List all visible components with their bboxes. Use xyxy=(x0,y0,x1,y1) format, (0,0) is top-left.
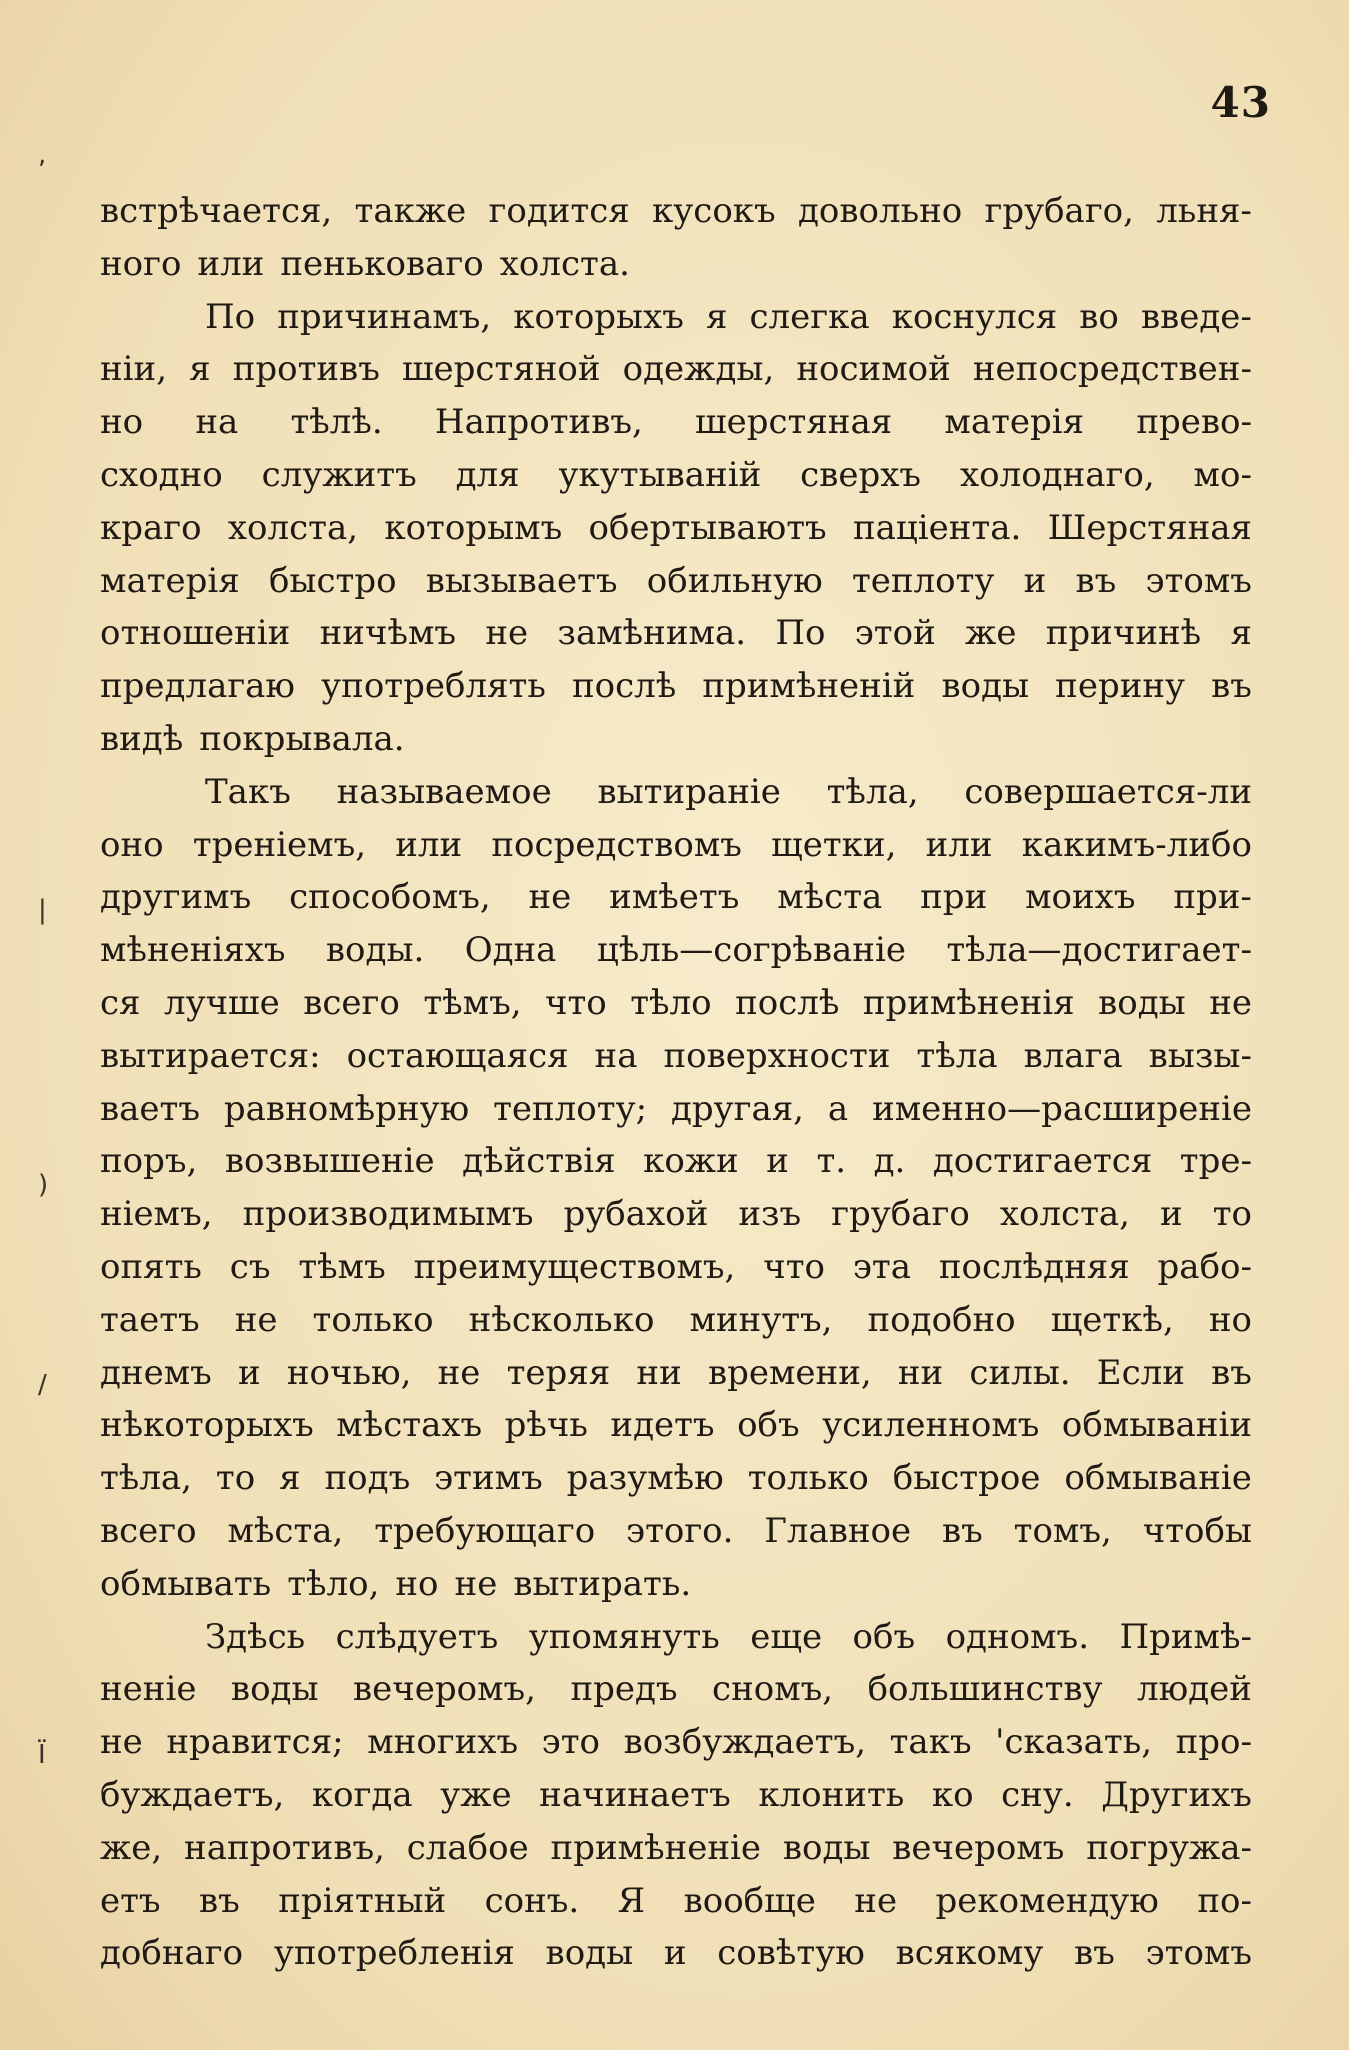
word: краго xyxy=(100,507,202,548)
text-line xyxy=(100,713,1252,766)
word: достигается xyxy=(932,1141,1153,1182)
word: совершается-ли xyxy=(964,771,1252,812)
word: изъ xyxy=(738,1194,802,1235)
word: что xyxy=(544,982,607,1023)
margin-mark: / xyxy=(38,1370,47,1400)
word: я xyxy=(189,349,211,390)
word: прево- xyxy=(1136,402,1252,443)
word: Если xyxy=(1096,1352,1185,1393)
word: предъ xyxy=(570,1669,678,1710)
text-line xyxy=(100,766,1252,819)
text-line xyxy=(100,660,1252,713)
word: не xyxy=(454,1563,498,1604)
word: упомянуть xyxy=(528,1616,720,1657)
word: вызы- xyxy=(1148,1035,1252,1076)
word: подобно xyxy=(867,1299,1016,1340)
text-line xyxy=(100,1822,1252,1875)
word: обертываютъ xyxy=(588,507,827,548)
word: но xyxy=(100,402,144,443)
word: то xyxy=(215,1458,256,1499)
word: съ xyxy=(229,1246,271,1287)
word: вытираніе xyxy=(597,771,781,812)
word: ваетъ xyxy=(100,1088,200,1129)
word: въ xyxy=(1211,1352,1252,1393)
word: причинамъ, xyxy=(277,296,492,337)
word: или xyxy=(395,824,463,865)
word: рубахой xyxy=(563,1194,709,1235)
text-line xyxy=(100,1769,1252,1822)
word: рабо- xyxy=(1157,1246,1252,1287)
word: какимъ-либо xyxy=(1021,824,1252,865)
text-line xyxy=(100,1663,1252,1716)
word: лучше xyxy=(163,982,280,1023)
word: теряя xyxy=(506,1352,611,1393)
word: возвышеніе xyxy=(224,1141,435,1182)
word: Одна xyxy=(464,930,557,971)
word: годится xyxy=(488,191,630,231)
word: не xyxy=(1209,982,1252,1023)
word: примѣненіе xyxy=(550,1827,762,1868)
word: тѣла—достигает- xyxy=(946,930,1252,971)
word: силы. xyxy=(969,1352,1071,1393)
text-line xyxy=(100,819,1252,872)
word: употребленія xyxy=(273,1933,515,1974)
word: усиленномъ xyxy=(822,1405,1040,1446)
word: дѣйствія xyxy=(462,1141,616,1182)
word: всякому xyxy=(895,1933,1044,1974)
word: теплоту xyxy=(851,560,995,601)
word: только xyxy=(747,1458,869,1499)
margin-mark: ) xyxy=(38,1170,49,1200)
word: носимой xyxy=(796,349,951,390)
word: холста. xyxy=(499,243,630,284)
word: имѣетъ xyxy=(609,877,740,918)
word: Здѣсь xyxy=(205,1616,306,1657)
word: для xyxy=(455,454,520,495)
word: послѣдняя xyxy=(938,1246,1130,1287)
word: воды xyxy=(782,1827,871,1868)
word: довольно xyxy=(797,191,963,231)
word: т. xyxy=(816,1141,847,1182)
word: ничѣмъ xyxy=(319,613,457,654)
word: клонить xyxy=(758,1774,905,1815)
word: на xyxy=(195,402,239,443)
word: вообще xyxy=(683,1880,816,1921)
word: кусокъ xyxy=(652,191,776,231)
word: Главное xyxy=(764,1510,912,1551)
word: этомъ xyxy=(1145,560,1252,601)
word: въ xyxy=(1074,1933,1115,1974)
word: отношеніи xyxy=(100,613,291,654)
word: посредствомъ xyxy=(491,824,742,865)
word: сномъ, xyxy=(712,1669,834,1710)
text-line xyxy=(100,1505,1252,1558)
word: слабое xyxy=(406,1827,529,1868)
word: то xyxy=(1212,1194,1252,1235)
word: слѣдуетъ xyxy=(335,1616,499,1657)
word: которыхъ xyxy=(513,296,684,337)
text-line xyxy=(100,1030,1252,1083)
word: противъ xyxy=(232,349,380,390)
word: добнаго xyxy=(100,1933,244,1974)
word: въ xyxy=(942,1510,983,1551)
text-line xyxy=(100,1452,1252,1505)
word: тре- xyxy=(1179,1141,1252,1182)
word: кожи xyxy=(643,1141,739,1182)
text-line xyxy=(100,924,1252,977)
word: употреблять xyxy=(321,666,546,707)
word: тѣла, xyxy=(826,771,919,812)
word: уже xyxy=(440,1774,512,1815)
text-line xyxy=(100,502,1252,555)
word: тѣло xyxy=(630,982,712,1023)
word: при- xyxy=(1173,877,1252,918)
word: многихъ xyxy=(367,1722,519,1763)
word: также xyxy=(354,191,467,231)
word: равномѣрную xyxy=(223,1088,470,1129)
word: видѣ xyxy=(100,718,184,759)
word: не xyxy=(528,877,572,918)
word: введе- xyxy=(1140,296,1252,337)
word: щеткѣ, xyxy=(1050,1299,1174,1340)
word: называемое xyxy=(336,771,552,812)
word: одежды, xyxy=(622,349,775,390)
word: быстрое xyxy=(892,1458,1041,1499)
word: тѣло, xyxy=(287,1563,380,1604)
word: одномъ. xyxy=(945,1616,1089,1657)
word: буждаетъ, xyxy=(100,1774,285,1815)
text-line xyxy=(100,396,1252,449)
word: сходно xyxy=(100,454,223,495)
body-text xyxy=(100,185,1252,1980)
text-line xyxy=(100,1294,1252,1347)
text-line xyxy=(100,1558,1252,1611)
word: другимъ xyxy=(100,877,252,918)
word: не xyxy=(234,1299,278,1340)
word: укутываній xyxy=(558,454,762,495)
word: совѣтую xyxy=(717,1933,865,1974)
word: грубаго, xyxy=(984,191,1134,231)
word: щетки, xyxy=(771,824,897,865)
word: влага xyxy=(1023,1035,1123,1076)
margin-mark: Ï xyxy=(38,1740,46,1770)
word: или xyxy=(197,243,265,284)
word: я xyxy=(279,1458,301,1499)
word: быстро xyxy=(268,560,397,601)
word: По xyxy=(775,613,826,654)
text-line xyxy=(100,1188,1252,1241)
word: моихъ xyxy=(1025,877,1136,918)
word: на xyxy=(594,1035,638,1076)
word: людей xyxy=(1137,1669,1252,1710)
word: же, xyxy=(100,1827,163,1868)
word: минутъ, xyxy=(689,1299,833,1340)
text-line xyxy=(100,1611,1252,1664)
word: и xyxy=(663,1933,687,1974)
word: другая, xyxy=(670,1088,804,1129)
word: мѣста xyxy=(777,877,883,918)
word: или xyxy=(925,824,993,865)
word: ніемъ, xyxy=(100,1194,213,1235)
text-line xyxy=(100,1241,1252,1294)
word: напротивъ, xyxy=(184,1827,385,1868)
word: 'сказать, xyxy=(995,1722,1153,1763)
text-line xyxy=(100,1927,1252,1980)
word: томъ, xyxy=(1013,1510,1112,1551)
word: въ xyxy=(1075,560,1117,601)
word: обмывать xyxy=(100,1563,272,1604)
word: обильную xyxy=(646,560,823,601)
word: грубаго xyxy=(831,1194,970,1235)
word: вечеромъ, xyxy=(353,1669,536,1710)
margin-mark: | xyxy=(38,895,47,925)
word: служитъ xyxy=(261,454,417,495)
word: и xyxy=(238,1352,261,1393)
word: холста, xyxy=(227,507,359,548)
word: холоднаго, xyxy=(959,454,1155,495)
word: тѣлѣ. xyxy=(290,402,383,443)
word: этимъ xyxy=(434,1458,543,1499)
text-line xyxy=(100,343,1252,396)
word: обмываніе xyxy=(1064,1458,1252,1499)
text-line xyxy=(100,977,1252,1030)
word: обмываніи xyxy=(1061,1405,1252,1446)
word: мо- xyxy=(1193,454,1252,495)
word: этого. xyxy=(626,1510,734,1551)
word: этой xyxy=(854,613,936,654)
word: д. xyxy=(873,1141,906,1182)
word: ни xyxy=(636,1352,682,1393)
word: днемъ xyxy=(100,1352,212,1393)
text-line xyxy=(100,607,1252,660)
word: пеньковаго xyxy=(280,243,484,284)
word: ночью, xyxy=(286,1352,412,1393)
word: я xyxy=(706,296,728,337)
word: воды xyxy=(545,1933,634,1974)
word: замѣнима. xyxy=(557,613,747,654)
word: нравится; xyxy=(166,1722,344,1763)
word: про- xyxy=(1175,1722,1252,1763)
text-line xyxy=(100,238,1252,291)
word: теплоту; xyxy=(493,1088,648,1129)
word: тѣла, xyxy=(100,1458,192,1499)
word: Другихъ xyxy=(1101,1774,1252,1815)
word: нѣкоторыхъ xyxy=(100,1405,314,1446)
word: рѣчь xyxy=(504,1405,588,1446)
word: опять xyxy=(100,1246,202,1287)
word: воды xyxy=(230,1669,319,1710)
word: и xyxy=(1023,560,1047,601)
text-line xyxy=(100,1875,1252,1928)
word: въ xyxy=(1211,666,1252,707)
word: всего xyxy=(100,1510,197,1551)
word: поверхности xyxy=(663,1035,891,1076)
word: объ xyxy=(852,1616,916,1657)
word: что xyxy=(763,1246,825,1287)
word: а xyxy=(827,1088,849,1129)
word: которымъ xyxy=(384,507,563,548)
word: именно—расширеніе xyxy=(872,1088,1252,1129)
text-line xyxy=(100,1347,1252,1400)
word: при xyxy=(920,877,988,918)
word: только xyxy=(312,1299,434,1340)
word: воды xyxy=(941,666,1030,707)
word: матерія xyxy=(944,402,1085,443)
word: коснулся xyxy=(891,296,1058,337)
word: способомъ, xyxy=(289,877,491,918)
text-line xyxy=(100,185,1252,238)
text-line xyxy=(100,1716,1252,1769)
word: примѣненія xyxy=(862,982,1075,1023)
word: преимуществомъ, xyxy=(413,1246,736,1287)
word: и xyxy=(1160,1194,1183,1235)
word: ного xyxy=(100,243,182,284)
word: вызываетъ xyxy=(425,560,618,601)
word: Примѣ- xyxy=(1119,1616,1252,1657)
word: пріятный xyxy=(278,1880,447,1921)
word: тѣмъ, xyxy=(423,982,522,1023)
word: когда xyxy=(311,1774,413,1815)
word: Шерстяная xyxy=(1047,507,1252,548)
word: сонъ. xyxy=(484,1880,580,1921)
word: во xyxy=(1079,296,1119,337)
word: Напротивъ, xyxy=(434,402,643,443)
word: перину xyxy=(1055,666,1186,707)
word: неніе xyxy=(100,1669,197,1710)
text-line xyxy=(100,555,1252,608)
word: непосредствен- xyxy=(972,349,1252,390)
word: не xyxy=(854,1880,898,1921)
word: требующаго xyxy=(374,1510,596,1551)
word: рекомендую xyxy=(935,1880,1159,1921)
word: послѣ xyxy=(735,982,840,1023)
text-line xyxy=(100,1135,1252,1188)
word: разумѣю xyxy=(566,1458,724,1499)
word: послѣ xyxy=(571,666,677,707)
word: погружа- xyxy=(1086,1827,1252,1868)
word: мѣстахъ xyxy=(336,1405,483,1446)
word: тѣмъ xyxy=(298,1246,386,1287)
word: шерстяной xyxy=(401,349,601,390)
word: объ xyxy=(737,1405,800,1446)
word: въ xyxy=(199,1880,240,1921)
word: встрѣчается, xyxy=(100,191,333,231)
word: большинству xyxy=(867,1669,1103,1710)
word: вытирать. xyxy=(513,1563,692,1604)
word: Такъ xyxy=(205,771,291,812)
word: чтобы xyxy=(1142,1510,1252,1551)
word: паціента. xyxy=(852,507,1022,548)
word: мѣненіяхъ xyxy=(100,930,286,971)
word: идетъ xyxy=(610,1405,715,1446)
word: покрывала. xyxy=(199,718,405,759)
word: не xyxy=(100,1722,143,1763)
word: воды. xyxy=(325,930,425,971)
word: и xyxy=(766,1141,789,1182)
word: вечеромъ xyxy=(892,1827,1065,1868)
word: цѣль—согрѣваніе xyxy=(596,930,906,971)
word: еще xyxy=(750,1616,823,1657)
word: льня- xyxy=(1156,191,1252,231)
text-line xyxy=(100,1399,1252,1452)
word: не xyxy=(437,1352,481,1393)
word: производимымъ xyxy=(242,1194,534,1235)
word: холста, xyxy=(999,1194,1130,1235)
margin-mark: , xyxy=(38,140,47,170)
word: оно xyxy=(100,824,164,865)
word: начинаетъ xyxy=(539,1774,731,1815)
word: этомъ xyxy=(1145,1933,1252,1974)
word: треніемъ, xyxy=(192,824,367,865)
word: эта xyxy=(852,1246,911,1287)
word: не xyxy=(485,613,529,654)
word: возбуждаетъ, xyxy=(623,1722,867,1763)
word: Я xyxy=(617,1880,646,1921)
word: такъ xyxy=(889,1722,972,1763)
word: я xyxy=(1230,613,1252,654)
word: сверхъ xyxy=(800,454,922,495)
word: по- xyxy=(1197,1880,1252,1921)
word: сну. xyxy=(1001,1774,1074,1815)
word: всего xyxy=(303,982,400,1023)
word: времени, xyxy=(707,1352,872,1393)
word: поръ, xyxy=(100,1141,198,1182)
word: подъ xyxy=(324,1458,411,1499)
word: но xyxy=(395,1563,439,1604)
word: етъ xyxy=(100,1880,161,1921)
word: ся xyxy=(100,982,141,1023)
word: примѣненій xyxy=(702,666,916,707)
word: шерстяная xyxy=(695,402,893,443)
word: ко xyxy=(931,1774,974,1815)
word: мѣста, xyxy=(227,1510,344,1551)
page-number: 43 xyxy=(1210,78,1271,127)
word: матерія xyxy=(100,560,240,601)
word: это xyxy=(541,1722,600,1763)
word: воды xyxy=(1098,982,1186,1023)
text-line xyxy=(100,449,1252,502)
word: вытирается: xyxy=(100,1035,321,1076)
word: же xyxy=(965,613,1017,654)
word: остающаяся xyxy=(346,1035,569,1076)
word: нѣсколько xyxy=(468,1299,655,1340)
text-line xyxy=(100,871,1252,924)
text-line xyxy=(100,1083,1252,1136)
word: причинѣ xyxy=(1045,613,1202,654)
word: но xyxy=(1208,1299,1252,1340)
word: слегка xyxy=(749,296,870,337)
word: ніи, xyxy=(100,349,168,390)
text-line xyxy=(100,291,1252,344)
word: По xyxy=(205,296,256,337)
word: таетъ xyxy=(100,1299,200,1340)
word: ни xyxy=(897,1352,944,1393)
word: тѣла xyxy=(916,1035,998,1076)
word: предлагаю xyxy=(100,666,296,707)
